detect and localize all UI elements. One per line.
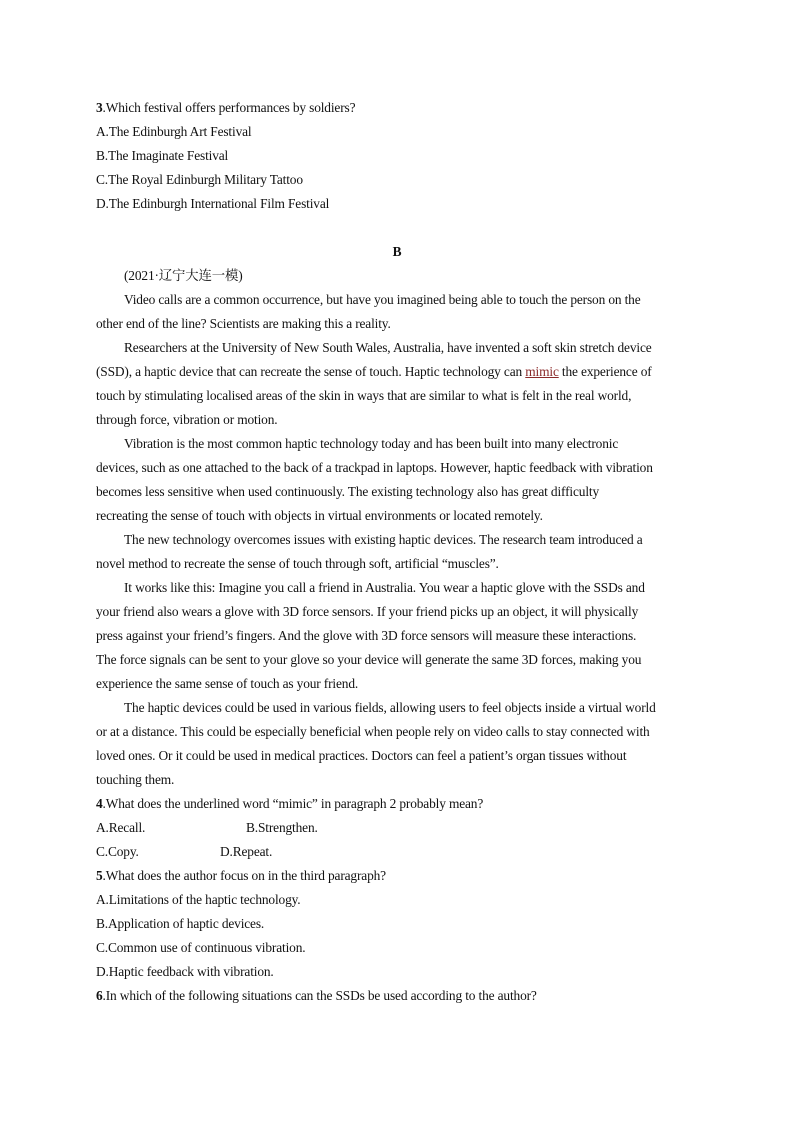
underlined-word: mimic [525, 364, 559, 379]
paragraph-1: Video calls are a common occurrence, but have you imagined being able to touch the person on the other end of the line? Scientists are making this a reality. [96, 292, 641, 331]
question-4-option-c: C.Copy. [96, 844, 139, 859]
paragraph-3: Vibration is the most common haptic technology today and has been built into many electronic devices, such as one attached to the back of a trackpad in laptops. However, haptic feedback with vibration becomes less sensitive when used continuously. The existing technology also has great difficulty recreating the sense of touch with objects in virtual environments or located remotely. [96, 436, 653, 523]
source-note: (2021·辽宁大连一模) [124, 268, 243, 283]
question-4-option-d: D.Repeat. [220, 844, 273, 859]
question-number: 4 [96, 796, 103, 811]
question-3-option-a: A.The Edinburgh Art Festival [96, 124, 252, 139]
question-5-option-a: A.Limitations of the haptic technology. [96, 892, 301, 907]
question-3-option-d: D.The Edinburgh International Film Festival [96, 196, 330, 211]
question-5-stem: 5.What does the author focus on in the third paragraph? [96, 868, 386, 883]
question-4-option-b: B.Strengthen. [246, 820, 318, 835]
question-4-option-a: A.Recall. [96, 820, 146, 835]
paragraph-5: It works like this: Imagine you call a friend in Australia. You wear a haptic glove with the SSDs and your friend also wears a glove with 3D force sensors. If your friend picks up an object, it will physically press against your friend’s fingers. And the glove with 3D force sensors will measure these interactions. The force signals can be sent to your glove so your device will generate the same 3D forces, making you experience the same sense of touch as your friend. [96, 580, 645, 691]
section-heading: B [392, 244, 402, 259]
question-number: 6 [96, 988, 103, 1003]
question-4-options-row-2 [96, 840, 698, 864]
question-4-stem: 4.What does the underlined word “mimic” in paragraph 2 probably mean? [96, 796, 484, 811]
paragraph-2: Researchers at the University of New South Wales, Australia, have invented a soft skin stretch device (SSD), a haptic device that can recreate the sense of touch. Haptic technology can mimic the experience of touch by stimulating localised areas of the skin in ways that are similar to what is felt in the real world, through force, vibration or motion. [96, 340, 652, 427]
paragraph-4: The new technology overcomes issues with existing haptic devices. The research team introduced a novel method to recreate the sense of touch through soft, artificial “muscles”. [96, 532, 643, 571]
spacer [96, 216, 698, 240]
question-number: 3 [96, 100, 103, 115]
question-3-option-b: B.The Imaginate Festival [96, 148, 229, 163]
question-4-options-row-1 [96, 816, 698, 840]
question-5-option-d: D.Haptic feedback with vibration. [96, 964, 274, 979]
question-6-stem: 6.In which of the following situations can the SSDs be used according to the author? [96, 988, 537, 1003]
document-page [96, 96, 698, 1008]
question-3-stem: 3.Which festival offers performances by soldiers? [96, 100, 356, 115]
paragraph-6: The haptic devices could be used in various fields, allowing users to feel objects inside a virtual world or at a distance. This could be especially beneficial when people rely on video calls to stay connected with loved ones. Or it could be used in medical practices. Doctors can feel a patient’s organ tissues without touching them. [96, 700, 656, 787]
question-3-option-c: C.The Royal Edinburgh Military Tattoo [96, 172, 303, 187]
question-5-option-c: C.Common use of continuous vibration. [96, 940, 306, 955]
question-number: 5 [96, 868, 103, 883]
question-5-option-b: B.Application of haptic devices. [96, 916, 265, 931]
